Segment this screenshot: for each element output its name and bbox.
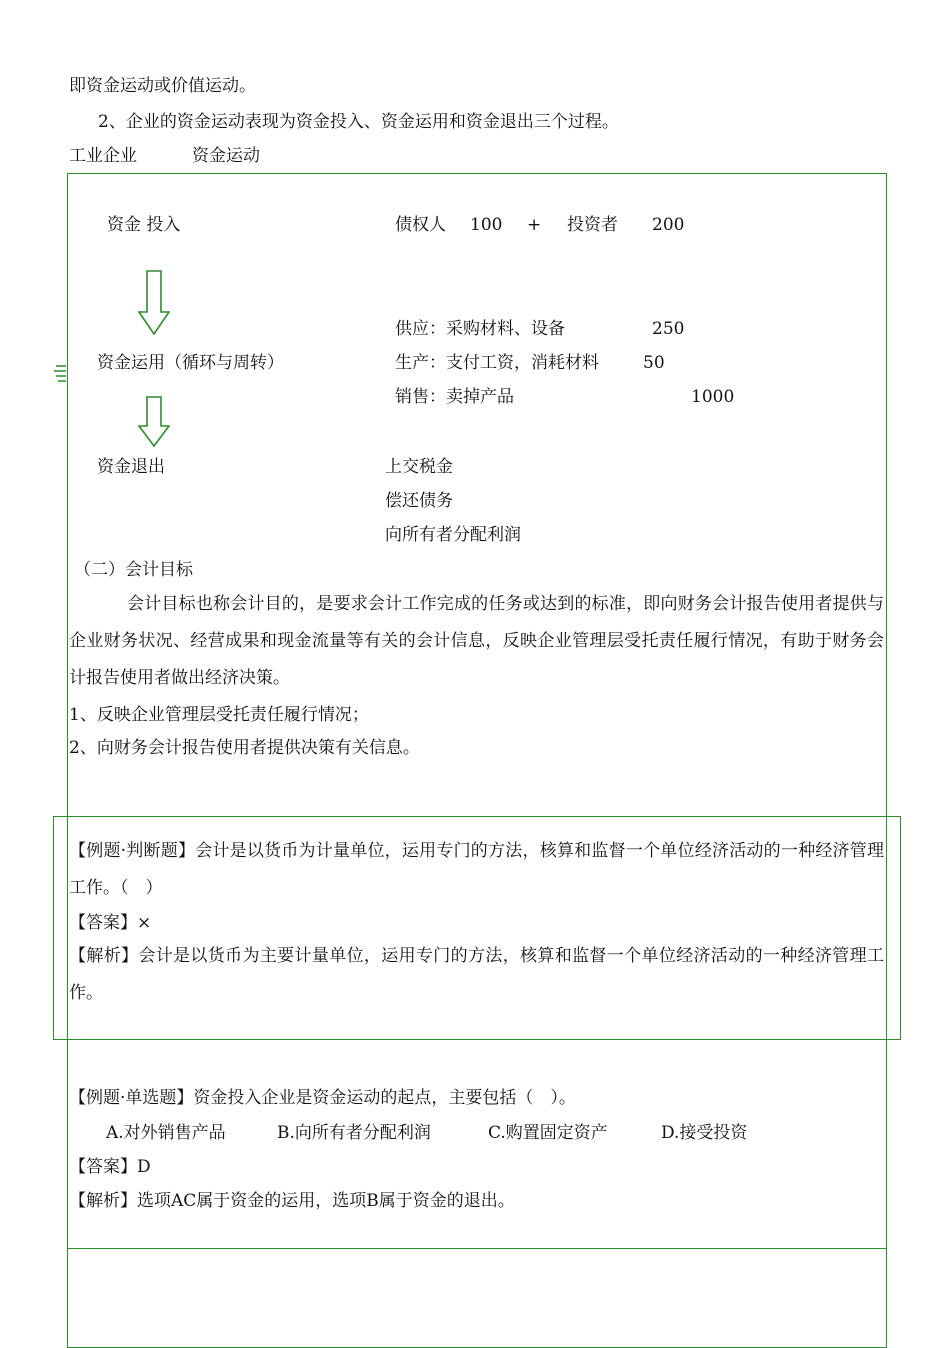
goal-body: 会计目标也称会计目的，是要求会计工作完成的任务或达到的标准，即向财务会计报告使用者提供与企业财务状况、经营成果和现金流量等有关的会计信息，反映企业管理层受托责任履行情况，有助于财务会计报告使用者做出经济决策。 xyxy=(69,594,884,688)
example2-analysis: 【解析】选项AC属于资金的运用，选项B属于资金的退出。 xyxy=(69,1191,515,1211)
creditor-amount: 100 xyxy=(470,215,503,235)
down-arrow-icon xyxy=(138,396,170,453)
example2-option-d: D.接受投资 xyxy=(661,1123,748,1143)
industrial-enterprise-label: 工业企业 xyxy=(69,146,137,166)
use-line-supply-amount: 250 xyxy=(652,319,685,339)
exit-line-tax: 上交税金 xyxy=(385,457,453,477)
investor-amount: 200 xyxy=(652,215,685,235)
use-line-sales-amount: 1000 xyxy=(691,387,735,407)
example1-answer: 【答案】× xyxy=(69,913,152,933)
exit-line-debt: 偿还债务 xyxy=(385,491,453,511)
goal-point-1: 1、反映企业管理层受托责任履行情况； xyxy=(69,705,369,725)
stage-capital-input: 资金 投入 xyxy=(107,215,181,235)
example1-question: 【例题·判断题】会计是以货币为计量单位，运用专门的方法，核算和监督一个单位经济活动的一种经济管理工作。（ ） xyxy=(69,841,884,898)
example2-option-a: A.对外销售产品 xyxy=(106,1123,226,1143)
example2-option-b: B.向所有者分配利润 xyxy=(277,1123,431,1143)
example2-answer: 【答案】D xyxy=(69,1157,151,1177)
goal-heading: （二）会计目标 xyxy=(74,560,193,580)
bottom-frame xyxy=(67,1248,887,1348)
exit-line-profit: 向所有者分配利润 xyxy=(385,525,521,545)
stage-capital-exit: 资金退出 xyxy=(97,457,165,477)
example2-question: 【例题·单选题】资金投入企业是资金运动的起点，主要包括（ ）。 xyxy=(69,1088,576,1108)
intro-line-2: 2、企业的资金运动表现为资金投入、资金运用和资金退出三个过程。 xyxy=(98,112,619,132)
example1-analysis: 【解析】会计是以货币为主要计量单位，运用专门的方法，核算和监督一个单位经济活动的一种经济管理工作。 xyxy=(69,946,884,1003)
creditor-label: 债权人 xyxy=(395,215,446,235)
use-line-production: 生产：支付工资，消耗材料 xyxy=(395,353,599,373)
use-line-supply: 供应：采购材料、设备 xyxy=(395,319,565,339)
investor-label: 投资者 xyxy=(567,215,618,235)
use-line-production-amount: 50 xyxy=(643,353,665,373)
capital-movement-label: 资金运动 xyxy=(192,146,260,166)
goal-point-2: 2、向财务会计报告使用者提供决策有关信息。 xyxy=(69,738,420,758)
decorative-mark-icon xyxy=(54,362,66,384)
plus-sign: + xyxy=(527,215,542,235)
stage-capital-use: 资金运用（循环与周转） xyxy=(97,353,284,373)
down-arrow-icon xyxy=(138,270,170,341)
example2-option-c: C.购置固定资产 xyxy=(488,1123,608,1143)
use-line-sales: 销售：卖掉产品 xyxy=(395,387,514,407)
intro-line-1: 即资金运动或价值运动。 xyxy=(69,76,256,96)
